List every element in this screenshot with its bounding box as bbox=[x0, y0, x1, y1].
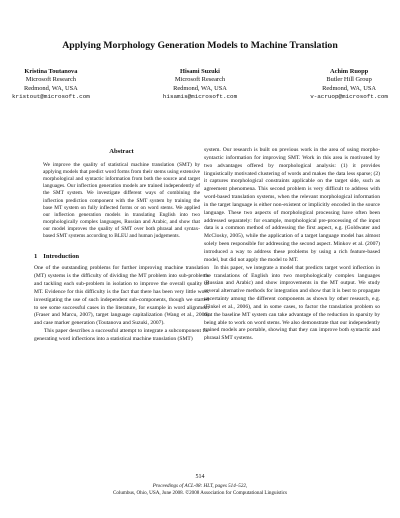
author-name: Achim Ruopp bbox=[330, 68, 369, 75]
right-column bbox=[204, 147, 380, 343]
author-1 bbox=[12, 68, 90, 102]
author-place: Redmond, WA, USA bbox=[322, 84, 377, 92]
section-number: 1 bbox=[34, 252, 38, 260]
section-heading bbox=[34, 253, 209, 261]
author-org: Microsoft Research bbox=[25, 76, 76, 84]
author-2 bbox=[163, 68, 237, 102]
author-place: Redmond, WA, USA bbox=[173, 84, 227, 92]
author-org: Butler Hill Group bbox=[326, 76, 372, 84]
author-name: Hisami Suzuki bbox=[180, 68, 220, 75]
page-number: 514 bbox=[195, 474, 205, 480]
author-name: Kristina Toutanova bbox=[24, 68, 78, 75]
author-3 bbox=[310, 68, 388, 102]
body-paragraph: One of the outstanding problems for further improving machine translation (MT) systems is the difficulty of dividing the MT problem into sub-problems and tackling each sub-problem in isolation to improve the overall quality of MT. Evidence for this difficulty is the fact that there has been very little work investigating the use of such independent sub-components, though we started to see some successful cases in the literature, for example in word alignment (Fraser and Marcu, 2007), target language capitalization (Wang et al., 2006) and case marker generation (Toutanova and Suzuki, 2007). bbox=[34, 265, 209, 327]
section-title: Introduction bbox=[43, 252, 80, 260]
author-place: Redmond, WA, USA bbox=[23, 84, 78, 92]
body-paragraph: system. Our research is built on previous work in the area of using morpho-syntactic information for improving SMT. Work in this area is motivated by two advantages offered by morphological analysis: (1) it provides linguistically motivated clustering of words and makes the data less sparse; (2) it captures morphological constraints applicable on the target side, such as agreement phenomena. This second problem is very difficult to address with word-based translation systems, when the relevant morphological information in the target language is either non-existent or implicitly encoded in the source language. These two aspects of morphological processing have often been addressed separately: for example, morphological pre-processing of the input data is a common method of addressing the first aspect, e.g. (Goldwater and McClosky, 2005), while the application of a target language model has almost solely been responsible for addressing the second aspect. Minkov et al. (2007) introduced a way to address these problems by using a rich feature-based model, but did not apply the model to MT. bbox=[204, 147, 380, 263]
body-paragraph: In this paper, we integrate a model that predicts target word inflection in the translations of English into two morphologically complex languages (Russian and Arabic) and show improvements in the MT output. We study several alternative methods for integration and show that it is best to propagate uncertainty among the different components as shown by other research, e.g. (Finkel et al., 2006), and in some cases, to factor the translation problem so that the baseline MT system can take advantage of the reduction in sparsity by being able to work on word stems. We also demonstrate that our independently trained models are portable, showing that they can improve both syntactic and phrasal SMT systems. bbox=[204, 264, 380, 342]
abstract-heading: Abstract bbox=[109, 148, 134, 155]
left-column bbox=[34, 148, 209, 344]
paper-title: Applying Morphology Generation Models to Machine Translation bbox=[62, 40, 338, 51]
author-email: kristout@microsoft.com bbox=[12, 93, 90, 101]
copyright-line: Columbus, Ohio, USA, June 2008. ©2008 Association for Computational Linguistics bbox=[112, 490, 288, 496]
author-org: Microsoft Research bbox=[174, 76, 226, 84]
abstract-text: We improve the quality of statistical machine translation (SMT) by applying models that predict word forms from their stems using extensive morphological and syntactic information from both the source and target languages. Our inflection generation models are trained independently of the SMT system. We investigate different ways of combining the inflection prediction component with the SMT system by training the base MT system on fully inflected forms or on word stems. We applied our inflection generation models in translating English into two morphologically complex languages, Russian and Arabic, and show that our model improves the quality of SMT over both phrasal and syntax-based SMT systems according to BLEU and human judgements. bbox=[43, 161, 200, 240]
author-block bbox=[12, 68, 388, 102]
author-email: v-acruop@microsoft.com bbox=[310, 93, 388, 101]
author-email: hisamis@microsoft.com bbox=[162, 93, 238, 101]
body-paragraph: This paper describes a successful attempt to integrate a subcomponent for generating word inflections into a statistical machine translation (SMT) bbox=[34, 328, 209, 342]
proceedings-line: Proceedings of ACL-08: HLT, pages 514–522, bbox=[152, 483, 248, 489]
